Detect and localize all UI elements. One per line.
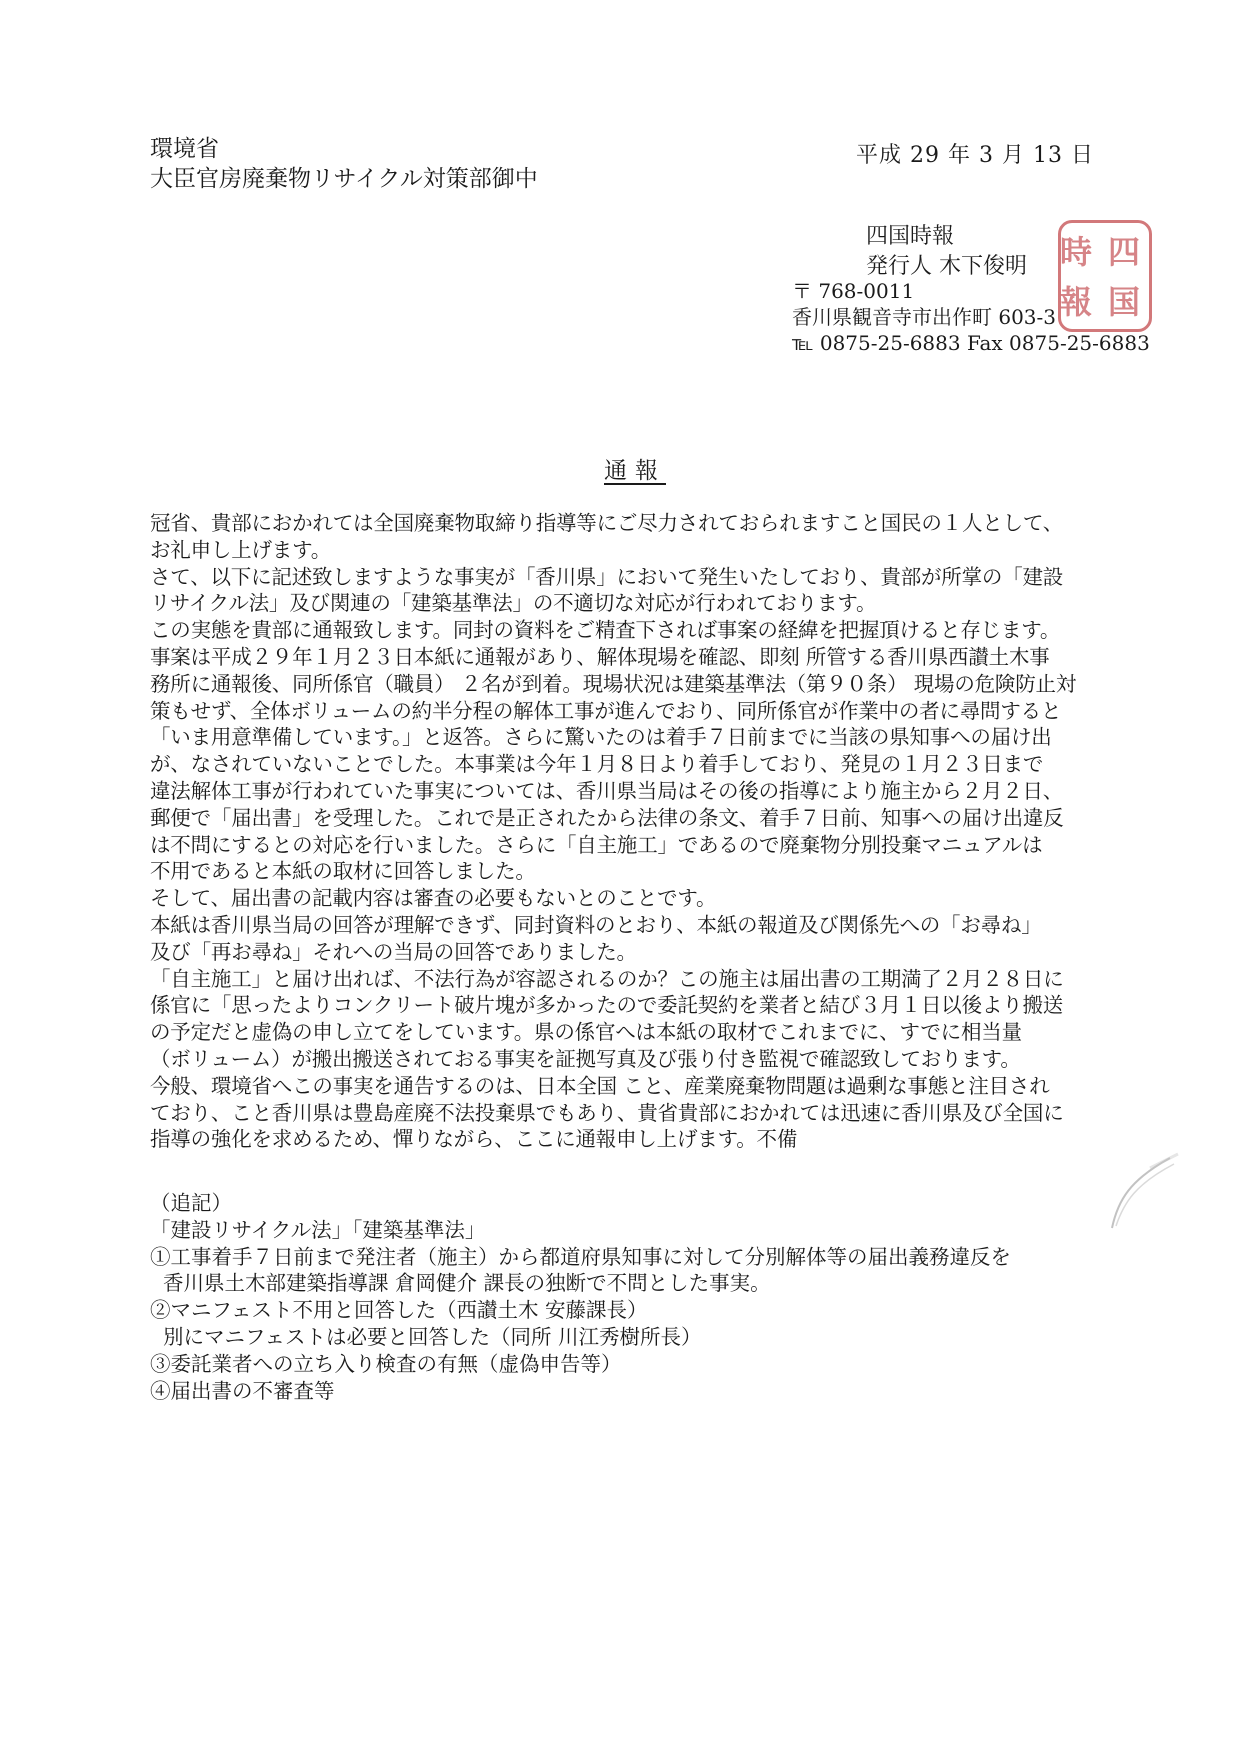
body-line: 不用であると本紙の取材に回答しました。 <box>150 859 536 884</box>
postscript-line: ②マニフェスト不用と回答した（西讃土木 安藤課長） <box>150 1298 648 1323</box>
body-line: 「自主施工」と届け出れば、不法行為が容認されるのか？この施主は届出書の工期満了２月２８日に <box>150 966 1064 991</box>
body-line: は不問にするとの対応を行いました。さらに「自主施工」であるので廃棄物分別投棄マニュアルは <box>150 832 1043 857</box>
seal-char: 国 <box>1103 285 1141 317</box>
body-line: お礼申し上げます。 <box>150 537 332 562</box>
body-line: そして、届出書の記載内容は審査の必要もないとのことです。 <box>150 886 717 911</box>
document-title: 通報 <box>604 458 666 484</box>
body-line: 郵便で「届出書」を受理した。これで是正されたから法律の条文、着手７日前、知事への届け出違反 <box>150 805 1064 830</box>
recipient-department: 大臣官房廃棄物リサイクル対策部御中 <box>150 166 538 192</box>
seal-char: 四 <box>1103 235 1141 267</box>
body-line: 務所に通報後、同所係官（職員） ２名が到着。現場状況は建築基準法（第９０条） 現場の危険防止対 <box>150 671 1077 696</box>
body-line: 今般、環境省へこの事実を通告するのは、日本全国 こと、産業廃棄物問題は過剰な事態と注目され <box>150 1073 1050 1098</box>
sender-contact: ℡ 0875-25-6883 Fax 0875-25-6883 <box>792 331 1150 355</box>
sender-publisher: 発行人 木下俊明 <box>866 254 1027 279</box>
postscript-line: ③委託業者への立ち入り検査の有無（虚偽申告等） <box>150 1351 622 1376</box>
body-line: さて、以下に記述致しますような事実が「香川県」において発生いたしており、貴部が所掌の「建設 <box>150 564 1064 589</box>
letter-body <box>150 510 1140 1153</box>
paper-scuff-mark <box>1110 1150 1180 1230</box>
body-line: 策もせず、全体ボリュームの約半分程の解体工事が進んでおり、同所係官が作業中の者に尋問すると <box>150 698 1062 723</box>
postscript-line: ①工事着手７日前まで発注者（施主）から都道府県知事に対して分別解体等の届出義務違反を <box>150 1244 1011 1269</box>
recipient-ministry: 環境省 <box>150 136 219 162</box>
postscript-line: 「建設リサイクル法」「建築基準法」 <box>150 1217 486 1242</box>
body-line: が、なされていないことでした。本事業は今年１月８日より着手しており、発見の１月２３日まで <box>150 752 1044 777</box>
seal-char: 時 <box>1055 235 1093 267</box>
body-line: 係官に「思ったよりコンクリート破片塊が多かったので委託契約を業者と結び３月１日以後より搬送 <box>150 993 1064 1018</box>
body-line: （ボリューム）が搬出搬送されておる事実を証拠写真及び張り付き監視で確認致しております。 <box>150 1046 1021 1071</box>
seal-char: 報 <box>1055 285 1093 317</box>
postscript-block <box>150 1190 1011 1404</box>
company-seal-stamp <box>1055 220 1152 332</box>
seal-characters <box>1055 227 1145 325</box>
body-line: の予定だと虚偽の申し立てをしています。県の係官へは本紙の取材でこれまでに、すでに相当量 <box>150 1020 1022 1045</box>
sender-block <box>866 222 1027 282</box>
postscript-line: （追記） <box>150 1191 232 1215</box>
body-line: この実態を貴部に通報致します。同封の資料をご精査下されば事案の経緯を把握頂けると存じます。 <box>150 618 1061 643</box>
body-line: 冠省、貴部におかれては全国廃棄物取締り指導等にご尽力されておられますこと国民の１人として、 <box>150 511 1064 535</box>
sender-org: 四国時報 <box>866 224 955 249</box>
body-line: ており、こと香川県は豊島産廃不法投棄県でもあり、貴省貴部におかれては迅速に香川県及び全国に <box>150 1100 1064 1125</box>
sender-address: 香川県観音寺市出作町 603-3 <box>792 305 1057 329</box>
letter-date: 平成 29 年 3 月 13 日 <box>856 143 1094 168</box>
postscript-line: ④届出書の不審査等 <box>150 1378 335 1403</box>
body-line: 及び「再お尋ね」それへの当局の回答でありました。 <box>150 939 637 964</box>
body-line: 事案は平成２９年１月２３日本紙に通報があり、解体現場を確認、即刻 所管する香川県西讃土木事 <box>150 644 1050 669</box>
sender-postal-code: 〒 768-0011 <box>792 279 915 303</box>
postscript-line: 別にマニフェストは必要と回答した（同所 川江秀樹所長） <box>150 1324 702 1349</box>
body-line: 本紙は香川県当局の回答が理解できず、同封資料のとおり、本紙の報道及び関係先への「お尋ね」 <box>150 912 1042 937</box>
body-line: 指導の強化を求めるため、憚りながら、ここに通報申し上げます。不備 <box>150 1127 798 1152</box>
body-line: リサイクル法」及び関連の「建築基準法」の不適切な対応が行われております。 <box>150 591 877 616</box>
recipient-block <box>150 134 538 194</box>
postscript-line: 香川県土木部建築指導課 倉岡健介 課長の独断で不問とした事実。 <box>150 1271 771 1296</box>
body-line: 「いま用意準備しています。」と返答。さらに驚いたのは着手７日前までに当該の県知事への届け出 <box>150 725 1052 750</box>
body-line: 違法解体工事が行われていた事実については、香川県当局はその後の指導により施主から２月２日、 <box>150 778 1064 803</box>
